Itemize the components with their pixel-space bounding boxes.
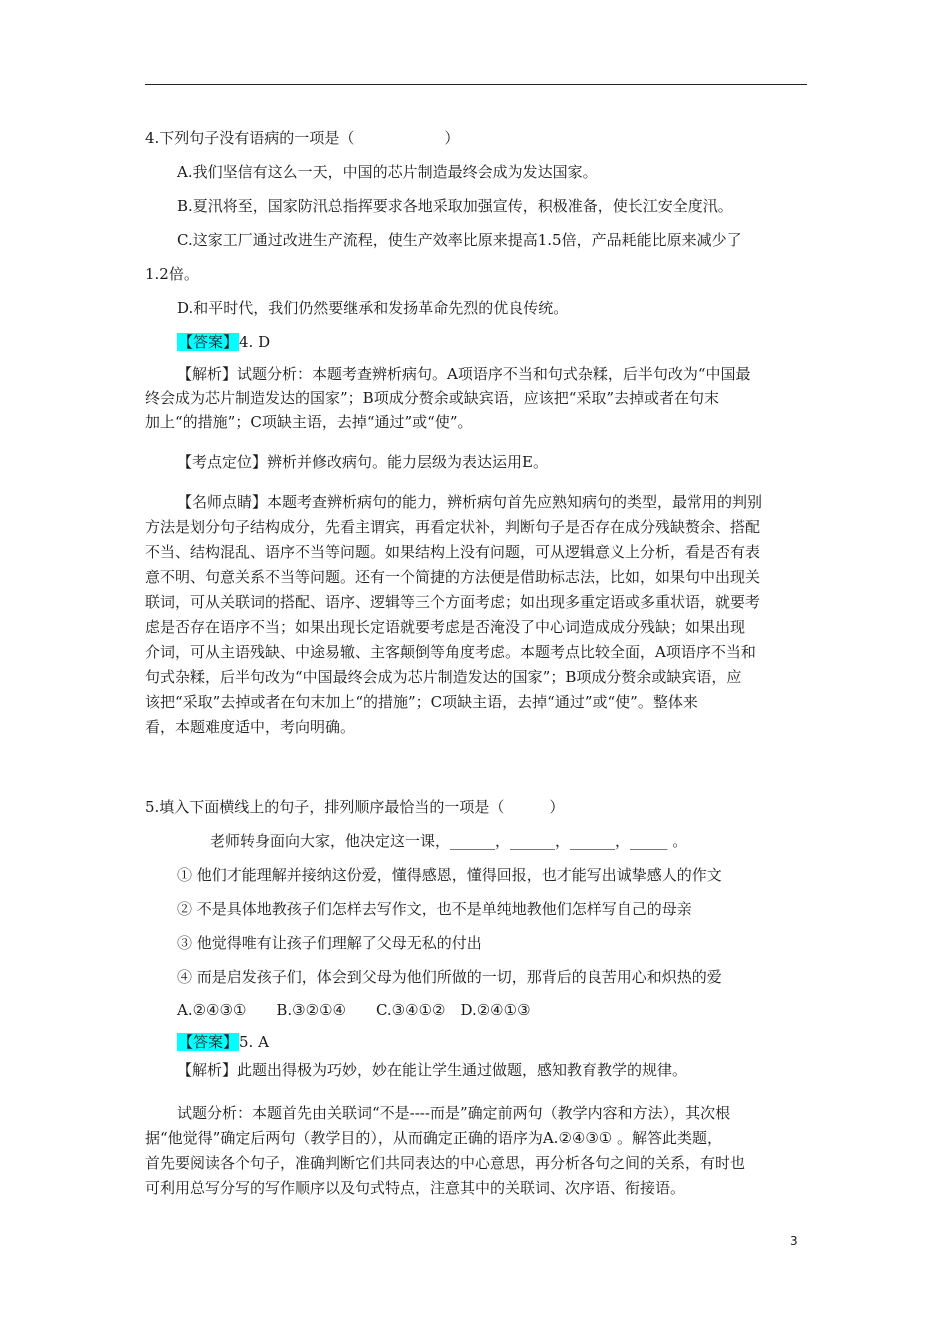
q4-mingshi-line: 看，本题难度适中，考向明确。	[145, 718, 356, 736]
q4-mingshi-line: 虑是否存在语序不当；如果出现长定语就要考虑是否淹没了中心词造成成分残缺；如果出现	[145, 618, 746, 636]
q4-mingshi-line: 不当、结构混乱、语序不当等问题。如果结构上没有问题，可从逻辑意义上分析，看是否有表	[145, 543, 761, 561]
q5-analysis-line: 首先要阅读各个句子，准确判断它们共同表达的中心意思，再分析各句之间的关系，有时也	[145, 1154, 746, 1172]
q5-analysis-line: 试题分析：本题首先由关联词“不是----而是”确定前两句（教学内容和方法），其次根	[177, 1104, 731, 1122]
q5-item-2: ② 不是具体地教孩子们怎样去写作文，也不是单纯地教他们怎样写自己的母亲	[177, 900, 692, 918]
q5-answer	[177, 1032, 269, 1052]
q4-mingshi-line: 【名师点睛】本题考查辨析病句的能力，辨析病句首先应熟知病句的类型，最常用的判别	[177, 493, 763, 511]
q4-mingshi-line: 方法是划分句子结构成分，先看主谓宾，再看定状补，判断句子是否存在成分残缺赘余、搭配	[145, 518, 761, 536]
q4-analysis-line: 【解析】试题分析：本题考查辨析病句。A项语序不当和句式杂糅，后半句改为“中国最	[177, 365, 751, 383]
q5-analysis-line: 可利用总写分写的写作顺序以及句式特点，注意其中的关联词、次序语、衔接语。	[145, 1179, 686, 1197]
q5-item-1: ① 他们才能理解并接纳这份爱，懂得感恩，懂得回报，也才能写出诚挚感人的作文	[177, 866, 722, 884]
q4-answer-text: 4. D	[239, 333, 271, 351]
q4-analysis-line: 终会成为芯片制造发达的国家”；B项成分赘余或缺宾语，应该把“采取”去掉或者在句末	[145, 389, 720, 407]
q5-stem: 5.填入下面横线上的句子，排列顺序最恰当的一项是（ ）	[145, 798, 565, 816]
q4-kaodian: 【考点定位】辨析并修改病句。能力层级为表达运用E。	[177, 453, 548, 471]
q4-mingshi-line: 意不明、句意关系不当等问题。还有一个简捷的方法便是借助标志法，比如，如果句中出现关	[145, 568, 761, 586]
q4-option-c: C.这家工厂通过改进生产流程，使生产效率比原来提高1.5倍，产品耗能比原来减少了	[177, 231, 742, 249]
q5-item-4: ④ 而是启发孩子们，体会到父母为他们所做的一切，那背后的良苦用心和炽热的爱	[177, 968, 722, 986]
q4-mingshi-line: 介词，可从主语残缺、中途易辙、主客颠倒等角度考虑。本题考点比较全面，A项语序不当和	[145, 643, 756, 661]
q5-passage: 老师转身面向大家，他决定这一课，______，______，______，_____ 。	[210, 832, 688, 850]
q4-option-d: D.和平时代，我们仍然要继承和发扬革命先烈的优良传统。	[177, 299, 569, 317]
q4-option-b: B.夏汛将至，国家防汛总指挥要求各地采取加强宣传，积极准备，使长江安全度汛。	[177, 197, 733, 215]
q4-option-a: A.我们坚信有这么一天，中国的芯片制造最终会成为发达国家。	[177, 163, 598, 181]
header-rule	[145, 84, 807, 85]
answer-tag: 【答案】	[178, 333, 239, 351]
q5-item-3: ③ 他觉得唯有让孩子们理解了父母无私的付出	[177, 934, 482, 952]
q4-mingshi-line: 联词，可从关联词的搭配、语序、逻辑等三个方面考虑；如出现多重定语或多重状语，就要考	[145, 593, 761, 611]
q5-analysis-line: 据“他觉得”确定后两句（教学目的），从而确定正确的语序为A.②④③① 。解答此类题，	[145, 1129, 722, 1147]
q4-analysis-line: 加上“的措施”；C项缺主语，去掉“通过”或“使”。	[145, 413, 473, 431]
q4-stem: 4.下列句子没有语病的一项是（ ）	[145, 129, 460, 147]
answer-tag: 【答案】	[178, 1033, 239, 1051]
page-number: 3	[790, 1234, 798, 1248]
q4-mingshi-line: 句式杂糅，后半句改为“中国最终会成为芯片制造发达的国家”；B项成分赘余或缺宾语，应	[145, 668, 742, 686]
q5-answer-text: 5. A	[239, 1033, 269, 1051]
q4-answer	[177, 332, 270, 352]
q4-option-c-cont: 1.2倍。	[145, 265, 199, 283]
q5-choices: A.②④③① B.③②①④ C.③④①② D.②④①③	[177, 1001, 531, 1019]
q4-mingshi-line: 该把“采取”去掉或者在句末加上“的措施”；C项缺主语，去掉“通过”或“使”。整体来	[145, 693, 698, 711]
q5-jiexi: 【解析】此题出得极为巧妙，妙在能让学生通过做题，感知教育教学的规律。	[177, 1061, 688, 1079]
